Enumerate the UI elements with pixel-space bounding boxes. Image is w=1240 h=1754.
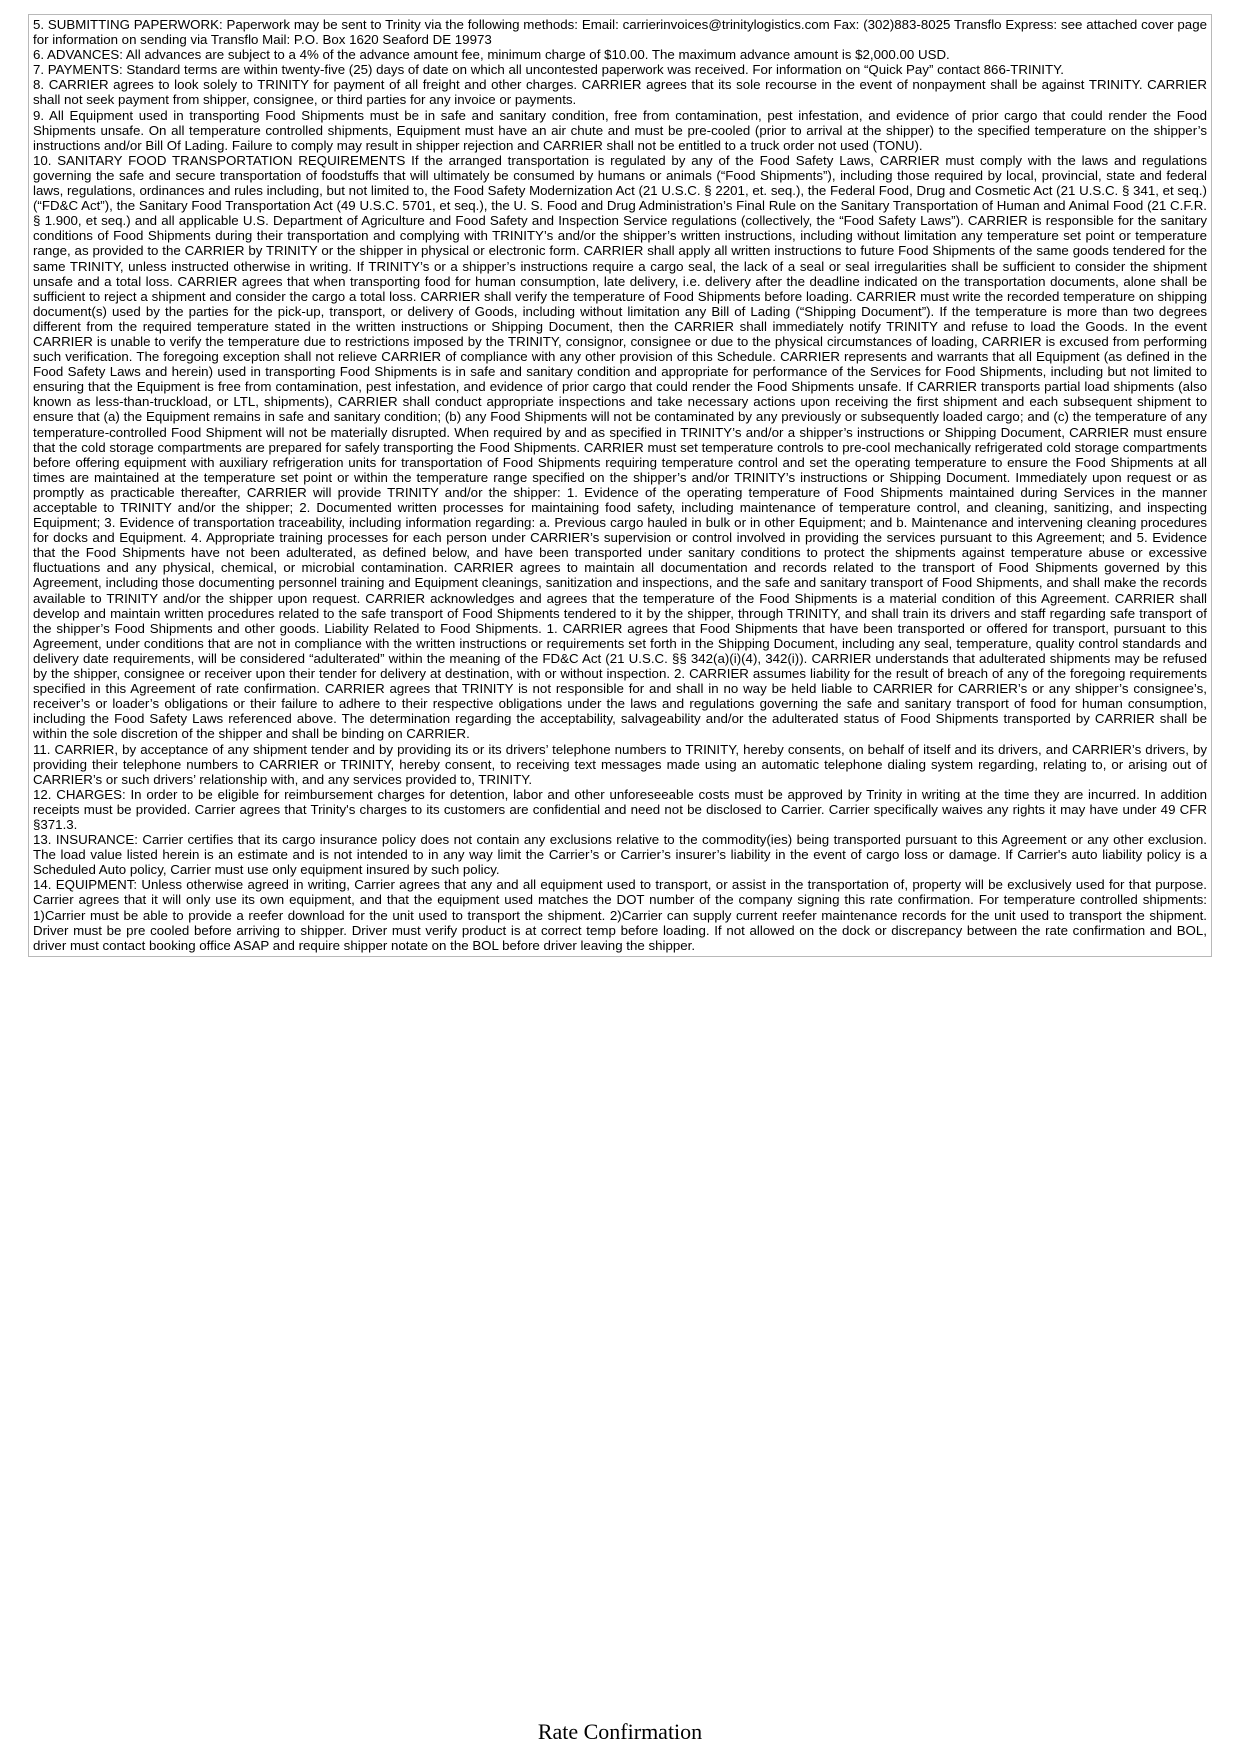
clause-payment-recourse: 8. CARRIER agrees to look solely to TRINITY for payment of all freight and other charges. CARRIER agrees that its sole recourse in the event of nonpayment shall be against TRINITY. CARRIER shall not seek payment from shipper, consignee, or third parties for any invoice or payments. [33,77,1207,108]
clause-submitting-paperwork: 5. SUBMITTING PAPERWORK: Paperwork may be sent to Trinity via the following methods: Email: carrierinvoices@trinitylogistics.com Fax: (302)883-8025 Transflo Express: see attached cover page for information on sending via Transflo Mail: P.O. Box 1620 Seaford DE 19973 [33,17,1207,48]
clause-sanitary-food-transportation: 10. SANITARY FOOD TRANSPORTATION REQUIREMENTS If the arranged transportation is regulated by any of the Food Safety Laws, CARRIER must comply with the laws and regulations governing the safe and secure transportation of foodstuffs that will ultimately be consumed by humans or animals (“Food Shipments”), including those required by local, provincial, state and federal laws, regulations, ordinances and rules including, but not limited to, the Food Safety Modernization Act (21 U.S.C. § 2201, et. seq.), the Federal Food, Drug and Cosmetic Act (21 U.S.C. § 341, et seq.) (“FD&C Act”), the Sanitary Food Transportation Act (49 U.S.C. 5701, et seq.), the U. S. Food and Drug Administration’s Final Rule on the Sanitary Transportation of Human and Animal Food (21 C.F.R. § 1.900, et seq.) and all applicable U.S. Department of Agriculture and Food Safety and Inspection Service regulations (collectively, the “Food Safety Laws”). CARRIER is responsible for the sanitary conditions of Food Shipments during their transportation and complying with TRINITY’s and/or the shipper’s written instructions, including without limitation any temperature set point or temperature range, as provided to the CARRIER by TRINITY or the shipper in physical or electronic form. CARRIER shall apply all written instructions to future Food Shipments of the same goods tendered for the same TRINITY, unless instructed otherwise in writing. If TRINITY’s or a shipper’s instructions require a cargo seal, the lack of a seal or seal irregularities shall be sufficient to consider the shipment unsafe and a total loss. CARRIER agrees that when transporting food for human consumption, late delivery, i.e. delivery after the deadline indicated on the transportation documents, alone shall be sufficient to reject a shipment and consider the cargo a total loss. CARRIER shall verify the temperature of Food Shipments before loading. CARRIER must write the recorded temperature on shipping document(s) used by the parties for the pick-up, transport, or delivery of Goods, including without limitation any Bill of Lading (“Shipping Document”). If the temperature is more than two degrees different from the required temperature stated in the written instructions or Shipping Document, then the CARRIER shall immediately notify TRINITY and refuse to load the Goods. In the event CARRIER is unable to verify the temperature due to restrictions imposed by the TRINITY, consignor, consignee or due to the physical circumstances of loading, CARRIER is excused from performing such verification. The foregoing exception shall not relieve CARRIER of compliance with any other provision of this Schedule. CARRIER represents and warrants that all Equipment (as defined in the Food Safety Laws and herein) used in transporting Food Shipments is in safe and sanitary condition and appropriate for performance of the Services for Food Shipments, including but not limited to ensuring that the Equipment is free from contamination, pest infestation, and evidence of prior cargo that could render the Food Shipments unsafe. If CARRIER transports partial load shipments (also known as less-than-truckload, or LTL, shipments), CARRIER shall conduct appropriate inspections and take necessary actions upon receiving the first shipment and each subsequent shipment to ensure that (a) the Equipment remains in safe and sanitary condition; (b) any Food Shipments will not be contaminated by any previously or subsequently loaded cargo; and (c) the temperature of any temperature-controlled Food Shipment will not be materially disrupted. When required by and as specified in TRINITY’s and/or a shipper’s instructions or Shipping Document, CARRIER must ensure that the cold storage compartments are prepared for safely transporting the Food Shipments. CARRIER must set temperature controls to pre-cool mechanically refrigerated cold storage compartments before offering equipment with auxiliary refrigeration units for transportation of Food Shipments requiring temperature control and set the operating temperature to ensure the Food Shipments at all times are maintained at the temperature set point or within the temperature range specified on the shipper’s and/or TRINITY’s instructions or Shipping Document. Immediately upon request or as promptly as practicable thereafter, CARRIER will provide TRINITY and/or the shipper: 1. Evidence of the operating temperature of Food Shipments maintained during Services in the manner acceptable to TRINITY and/or the shipper; 2. Documented written processes for maintaining food safety, including maintenance of temperature control, and cleaning, sanitizing, and inspecting Equipment; 3. Evidence of transportation traceability, including information regarding: a. Previous cargo hauled in bulk or in other Equipment; and b. Maintenance and intervening cleaning procedures for docks and Equipment. 4. Appropriate training processes for each person under CARRIER’s supervision or control involved in providing the services pursuant to this Agreement; and 5. Evidence that the Food Shipments have not been adulterated, as defined below, and have been transported under sanitary conditions to protect the shipments against temperature abuse or excessive fluctuations and any physical, chemical, or microbial contamination. CARRIER agrees to maintain all documentation and records related to the transport of Food Shipments governed by this Agreement, including those documenting personnel training and Equipment cleanings, sanitization and inspections, and the safe and sanitary transport of Food Shipments, and shall make the records available to TRINITY and/or the shipper upon request. CARRIER acknowledges and agrees that the temperature of the Food Shipments is a material condition of this Agreement. CARRIER shall develop and maintain written procedures related to the safe transport of Food Shipments tendered to it by the shipper, through TRINITY, and shall train its drivers and staff regarding safe transport of the shipper’s Food Shipments and other goods. Liability Related to Food Shipments. 1. CARRIER agrees that Food Shipments that have been transported or offered for transport, pursuant to this Agreement, under conditions that are not in compliance with the written instructions or requirements set forth in the Shipping Document, including any seal, temperature, quality control standards and delivery date requirements, will be considered “adulterated” within the meaning of the FD&C Act (21 U.S.C. §§ 342(a)(i)(4), 342(i)). CARRIER understands that adulterated shipments may be refused by the shipper, consignee or receiver upon their tender for delivery at destination, with or without inspection. 2. CARRIER assumes liability for the result of breach of any of the foregoing requirements specified in this Agreement of rate confirmation. CARRIER agrees that TRINITY is not responsible for and shall in no way be held liable to CARRIER for CARRIER’s or any shipper’s consignee’s, receiver’s or loader’s obligations or their failure to adhere to their respective obligations under the laws and regulations governing the safe and sanitary transport of food for human consumption, including the Food Safety Laws referenced above. The determination regarding the acceptability, salvageability and/or the adulterated status of Food Shipments transported by CARRIER shall be within the sole discretion of the shipper and shall be binding on CARRIER. [33,152,1207,742]
terms-and-conditions-box [28,14,1212,957]
clause-payments: 7. PAYMENTS: Standard terms are within twenty-five (25) days of date on which all uncontested paperwork was received. For information on “Quick Pay” contact 866-TRINITY. [33,62,1064,78]
clause-advances: 6. ADVANCES: All advances are subject to a 4% of the advance amount fee, minimum charge of $10.00. The maximum advance amount is $2,000.00 USD. [33,47,950,63]
clause-text-message-consent: 11. CARRIER, by acceptance of any shipment tender and by providing its or its drivers’ telephone numbers to TRINITY, hereby consents, on behalf of itself and its drivers, and CARRIER’s drivers, by providing their telephone numbers to CARRIER or TRINITY, hereby consent, to receiving text messages made using an automatic telephone dialing system regarding, relating to, or arising out of CARRIER’s or such drivers’ relationship with, and any services provided to, TRINITY. [33,741,1207,787]
clause-insurance: 13. INSURANCE: Carrier certifies that its cargo insurance policy does not contain any exclusions relative to the commodity(ies) being transported pursuant to this Agreement or any other exclusion. The load value listed herein is an estimate and is not intended to in any way limit the Carrier’s or Carrier’s insurer’s liability in the event of cargo loss or damage. If Carrier's auto liability policy is a Scheduled Auto policy, Carrier must use only equipment insured by such policy. [33,832,1207,878]
clause-charges: 12. CHARGES: In order to be eligible for reimbursement charges for detention, labor and other unforeseeable costs must be approved by Trinity in writing at the time they are incurred. In addition receipts must be provided. Carrier agrees that Trinity's charges to its customers are confidential and need not be disclosed to Carrier. Carrier specifically waives any rights it may have under 49 CFR §371.3. [33,786,1207,832]
clause-equipment: 14. EQUIPMENT: Unless otherwise agreed in writing, Carrier agrees that any and all equipment used to transport, or assist in the transportation of, property will be exclusively used for that purpose. Carrier agrees that it will only use its own equipment, and that the equipment used matches the DOT number of the company signing this rate confirmation. For temperature controlled shipments: 1)Carrier must be able to provide a reefer download for the unit used to transport the shipment. 2)Carrier can supply current reefer maintenance records for the unit used to transport the shipment. Driver must be pre cooled before arriving to shipper. Driver must verify product is at correct temp before loading. If not allowed on the dock or discrepancy between the rate confirmation and BOL, driver must contact booking office ASAP and require shipper notate on the BOL before driver leaving the shipper. [33,877,1207,953]
clause-equipment-condition: 9. All Equipment used in transporting Food Shipments must be in safe and sanitary condition, free from contamination, pest infestation, and evidence of prior cargo that could render the Food Shipments unsafe. On all temperature controlled shipments, Equipment must have an air chute and must be pre-cooled (prior to arrival at the shipper) to the specified temperature on the shipper’s instructions and/or Bill Of Lading. Failure to comply may result in shipper rejection and CARRIER shall not be entitled to a truck order not used (TONU). [33,107,1207,153]
page-footer-title: Rate Confirmation [537,1719,703,1744]
